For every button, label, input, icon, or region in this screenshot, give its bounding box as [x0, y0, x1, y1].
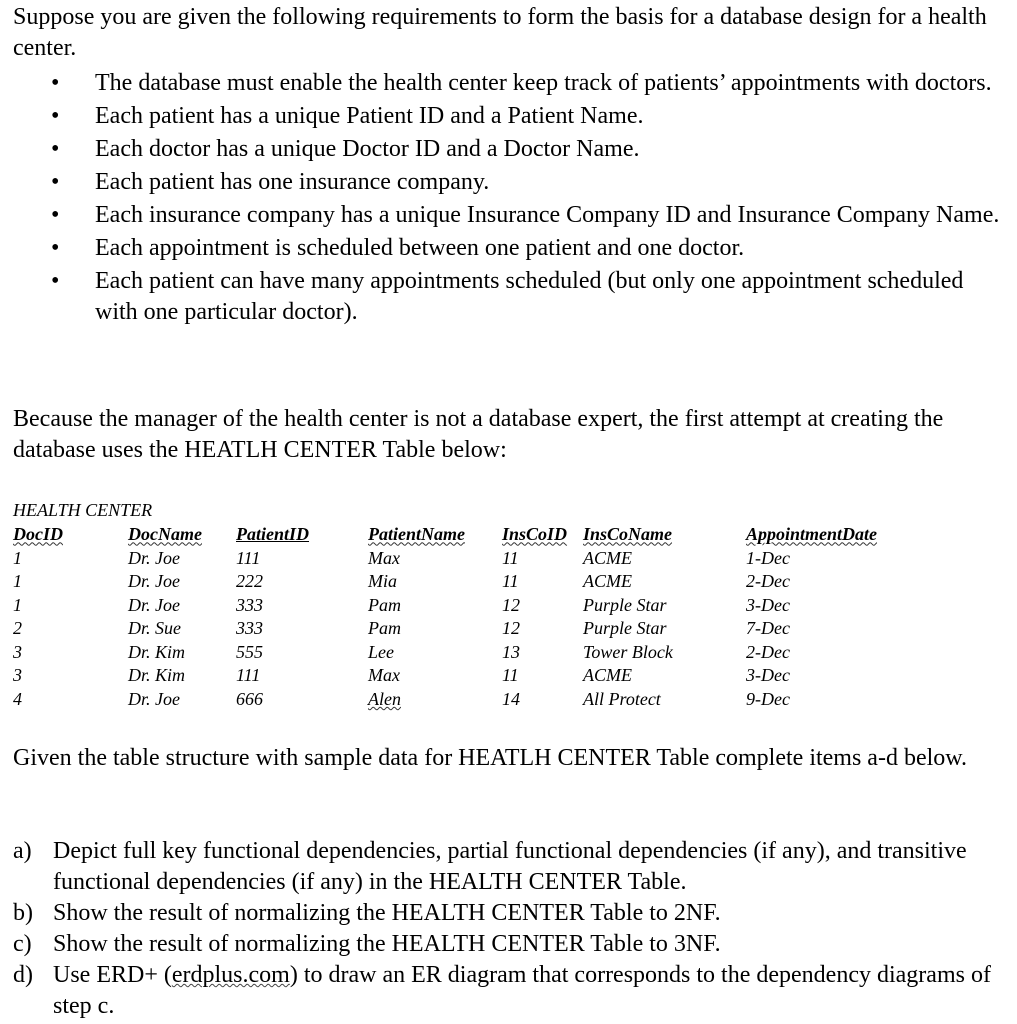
task-list: [0, 836, 1003, 1022]
cell-insconame: ACME: [583, 571, 632, 592]
cell-appointmentdate: 2-Dec: [746, 641, 790, 662]
requirements-list: [0, 68, 1003, 330]
cell-appointmentdate: 1-Dec: [746, 547, 790, 568]
table-row: [13, 547, 946, 571]
cell-inscoid: 11: [502, 571, 519, 592]
cell-docname: Dr. Sue: [128, 618, 181, 639]
header-inscoid: InsCoID: [502, 524, 568, 545]
table-row: [13, 688, 946, 712]
cell-patientname: Pam: [368, 594, 401, 615]
task-label: b): [13, 900, 33, 926]
cell-insconame: Purple Star: [583, 594, 667, 615]
task-label: d): [13, 962, 33, 988]
cell-docid: 3: [13, 665, 22, 686]
table-title: HEALTH CENTER: [13, 500, 153, 520]
cell-patientid: 555: [236, 641, 263, 662]
cell-patientid: 222: [236, 571, 263, 592]
cell-docname: Dr. Joe: [128, 547, 180, 568]
task-label: a): [13, 838, 32, 864]
cell-insconame: Purple Star: [583, 618, 667, 639]
cell-docname: Dr. Kim: [128, 641, 186, 662]
cell-appointmentdate: 9-Dec: [746, 688, 790, 709]
cell-patientid: 111: [236, 665, 261, 686]
task-text: Depict full key functional dependencies, partial functional dependencies (if any), and transitive functional dependencies (if any) in the HEALTH CENTER Table.: [53, 838, 967, 895]
table-row: [13, 570, 946, 594]
cell-docid: 1: [13, 594, 22, 615]
requirement-item: • Each patient can have many appointments scheduled (but only one appointment scheduled with one particular doctor).: [0, 266, 1003, 328]
cell-docid: 4: [13, 688, 22, 709]
cell-inscoid: 13: [502, 641, 520, 662]
task-item-a: [0, 836, 1003, 898]
cell-appointmentdate: 3-Dec: [746, 665, 790, 686]
cell-patientname: Alen: [368, 688, 401, 709]
cell-docid: 1: [13, 571, 22, 592]
cell-appointmentdate: 7-Dec: [746, 618, 790, 639]
requirement-item: • Each appointment is scheduled between one patient and one doctor.: [0, 233, 1003, 264]
intro-paragraph: Suppose you are given the following requirements to form the basis for a database design for a health center.: [13, 4, 987, 61]
table-header-row: [13, 523, 946, 547]
cell-appointmentdate: 3-Dec: [746, 594, 790, 615]
cell-inscoid: 12: [502, 594, 520, 615]
cell-patientname: Mia: [368, 571, 397, 592]
cell-insconame: All Protect: [583, 688, 661, 709]
erdplus-link[interactable]: erdplus.com: [171, 962, 290, 988]
header-docid: DocID: [13, 524, 63, 545]
cell-patientname: Lee: [368, 641, 394, 662]
requirement-item: • Each patient has one insurance company.: [0, 167, 1003, 198]
table-row: [13, 594, 946, 618]
table-row: [13, 641, 946, 665]
cell-patientid: 333: [236, 618, 263, 639]
header-docname: DocName: [128, 524, 202, 545]
cell-docid: 1: [13, 547, 22, 568]
cell-appointmentdate: 2-Dec: [746, 571, 790, 592]
cell-docid: 3: [13, 641, 22, 662]
task-item-d: [0, 960, 1003, 1022]
cell-docname: Dr. Joe: [128, 594, 180, 615]
cell-docname: Dr. Joe: [128, 688, 180, 709]
cell-patientid: 666: [236, 688, 263, 709]
task-text: Show the result of normalizing the HEALTH CENTER Table to 2NF.: [53, 900, 721, 926]
task-item-b: [0, 898, 1003, 929]
header-insconame: InsCoName: [583, 524, 673, 545]
instructions-paragraph: Given the table structure with sample data for HEATLH CENTER Table complete items a-d below.: [13, 745, 968, 771]
cell-insconame: ACME: [583, 547, 632, 568]
table-row: [13, 617, 946, 641]
cell-inscoid: 11: [502, 547, 519, 568]
task-label: c): [13, 931, 32, 957]
task-text-after: ) to draw an ER diagram that corresponds to the dependency diagrams of step c.: [53, 962, 991, 1019]
table-row: [13, 664, 946, 688]
header-appointmentdate: AppointmentDate: [746, 524, 878, 545]
cell-docname: Dr. Joe: [128, 571, 180, 592]
cell-patientid: 111: [236, 547, 261, 568]
cell-inscoid: 12: [502, 618, 520, 639]
requirement-item: • Each insurance company has a unique Insurance Company ID and Insurance Company Name.: [0, 200, 1003, 231]
cell-patientid: 333: [236, 594, 263, 615]
requirement-item: • Each patient has a unique Patient ID and a Patient Name.: [0, 101, 1003, 132]
cell-docname: Dr. Kim: [128, 665, 186, 686]
cell-docid: 2: [13, 618, 22, 639]
cell-insconame: Tower Block: [583, 641, 673, 662]
cell-patientname: Max: [368, 665, 400, 686]
requirement-item: • Each doctor has a unique Doctor ID and a Doctor Name.: [0, 134, 1003, 165]
cell-patientname: Max: [368, 547, 400, 568]
header-patientname: PatientName: [368, 524, 465, 545]
task-text: Show the result of normalizing the HEALTH CENTER Table to 3NF.: [53, 931, 721, 957]
cell-inscoid: 11: [502, 665, 519, 686]
requirement-item: • The database must enable the health center keep track of patients’ appointments with doctors.: [0, 68, 1003, 99]
context-paragraph: Because the manager of the health center is not a database expert, the first attempt at creating the database uses the HEATLH CENTER Table below:: [13, 406, 944, 463]
task-item-c: [0, 929, 1003, 960]
cell-inscoid: 14: [502, 688, 520, 709]
cell-insconame: ACME: [583, 665, 632, 686]
task-text-before: Use ERD+ (: [53, 962, 172, 988]
cell-patientname: Pam: [368, 618, 401, 639]
health-center-table: [13, 523, 946, 711]
header-patientid: PatientID: [236, 524, 310, 545]
